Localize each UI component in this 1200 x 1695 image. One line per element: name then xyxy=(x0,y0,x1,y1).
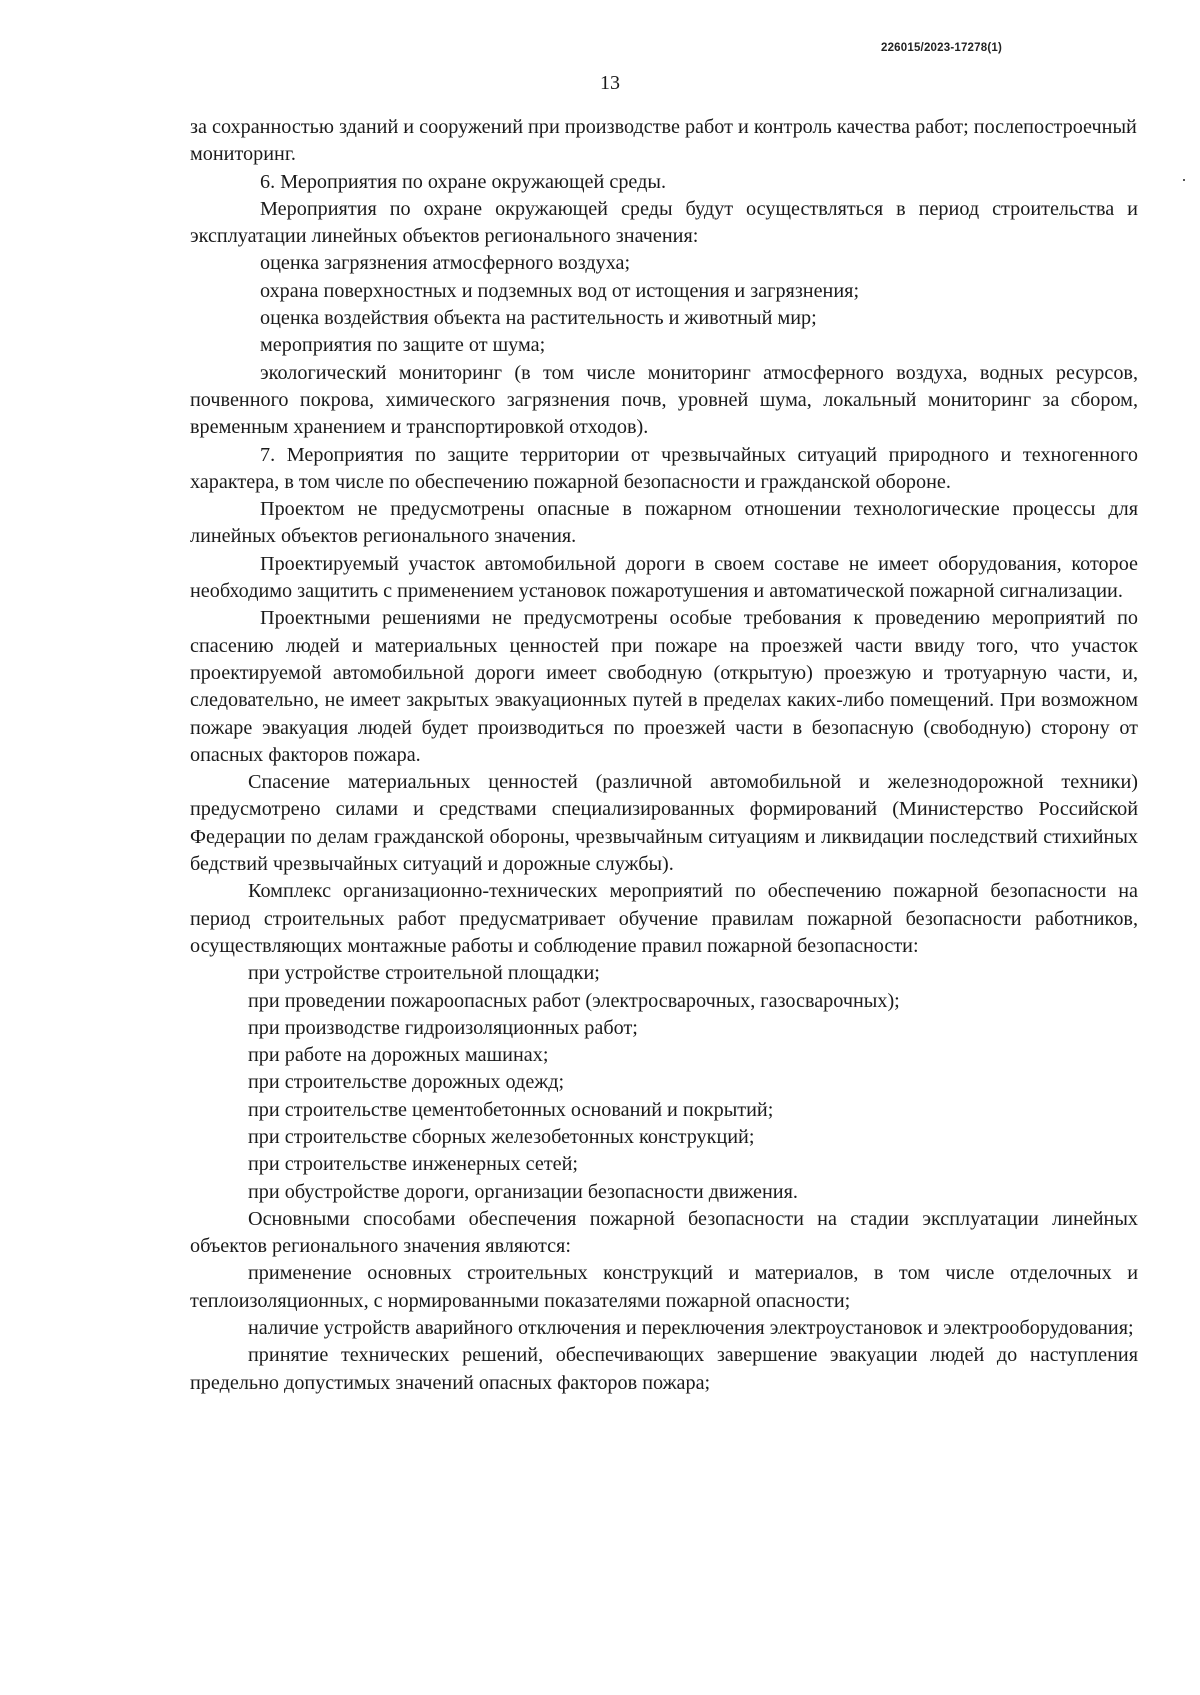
paragraph-continuation: за сохранностью зданий и сооружений при производстве работ и контроль качества работ; послепостроечный мониторинг. xyxy=(190,116,1137,166)
paragraph: применение основных строительных конструкций и материалов, в том числе отделочных и теплоизоляционных, с нормированными показателями пожарной опасности; xyxy=(190,1262,1138,1312)
list-item: при строительстве цементобетонных оснований и покрытий; xyxy=(248,1098,774,1121)
list-item: оценка загрязнения атмосферного воздуха; xyxy=(260,252,631,275)
list-item: при обустройстве дороги, организации безопасности движения. xyxy=(248,1180,798,1203)
list-item: при строительстве инженерных сетей; xyxy=(248,1153,579,1176)
list-item: при проведении пожароопасных работ (электросварочных, газосварочных); xyxy=(248,989,900,1012)
list-item: при производстве гидроизоляционных работ; xyxy=(248,1016,638,1039)
list-item: при строительстве дорожных одежд; xyxy=(248,1071,565,1094)
page-number: 13 xyxy=(600,72,620,94)
list-item: при устройстве строительной площадки; xyxy=(248,962,600,985)
list-item: оценка воздействия объекта на растительность и животный мир; xyxy=(260,307,817,330)
list-item: мероприятия по защите от шума; xyxy=(260,334,546,357)
paragraph: Проектом не предусмотрены опасные в пожарном отношении технологические процессы для линейных объектов регионального значения. xyxy=(190,498,1138,548)
document-body xyxy=(190,114,1138,1397)
list-item: при строительстве сборных железобетонных конструкций; xyxy=(248,1125,755,1148)
paragraph: экологический мониторинг (в том числе мониторинг атмосферного воздуха, водных ресурсов, почвенного покрова, химического загрязнения почв, уровней шума, локальный мониторинг за сбором, временным хранением и транспортировкой отходов). xyxy=(190,361,1138,439)
paragraph: Мероприятия по охране окружающей среды будут осуществляться в период строительства и эксплуатации линейных объектов регионального значения: xyxy=(190,197,1138,248)
paragraph: Проектируемый участок автомобильной дороги в своем составе не имеет оборудования, которое необходимо защитить с применением установок пожаротушения и автоматической пожарной сигнализации. xyxy=(190,552,1138,603)
scan-artifact xyxy=(1183,179,1185,181)
paragraph: Спасение материальных ценностей (различной автомобильной и железнодорожной техники) предусмотрено силами и средствами специализированных формирований (Министерство Российской Федерации по делам гражданской обороны, чрезвычайным ситуациям и ликвидации последствий стихийных бедствий чрезвычайных ситуаций и дорожные службы). xyxy=(190,771,1138,876)
list-item: охрана поверхностных и подземных вод от истощения и загрязнения; xyxy=(260,279,860,302)
paragraph: Комплекс организационно-технических мероприятий по обеспечению пожарной безопасности на период строительных работ предусматривает обучение правилам пожарной безопасности работников, осуществляющих монтажные работы и соблюдение правил пожарной безопасности: xyxy=(190,880,1138,957)
section-heading-emergency: 7. Мероприятия по защите территории от чрезвычайных ситуаций природного и техногенного характера, в том числе по обеспечению пожарной безопасности и гражданской обороне. xyxy=(190,443,1138,493)
paragraph: Проектными решениями не предусмотрены особые требования к проведению мероприятий по спасению людей и материальных ценностей при пожаре на проезжей части ввиду того, что участок проектируемой автомобильной дороги имеет свободную (открытую) проезжую и тротуарную части, и, следовательно, не имеет закрытых эвакуационных путей в пределах каких-либо помещений. При возможном пожаре эвакуация людей будет производиться по проезжей части в безопасную (свободную) сторону от опасных факторов пожара. xyxy=(190,607,1138,766)
paragraph: Основными способами обеспечения пожарной безопасности на стадии эксплуатации линейных объектов регионального значения являются: xyxy=(190,1207,1138,1258)
paragraph: наличие устройств аварийного отключения и переключения электроустановок и электрооборудования; xyxy=(248,1317,1134,1340)
document-registration-number: 226015/2023-17278(1) xyxy=(880,42,1002,54)
section-heading-environment: 6. Мероприятия по охране окружающей среды. xyxy=(260,170,666,193)
list-item: при работе на дорожных машинах; xyxy=(248,1044,549,1067)
paragraph: принятие технических решений, обеспечивающих завершение эвакуации людей до наступления предельно допустимых значений опасных факторов пожара; xyxy=(190,1344,1138,1394)
